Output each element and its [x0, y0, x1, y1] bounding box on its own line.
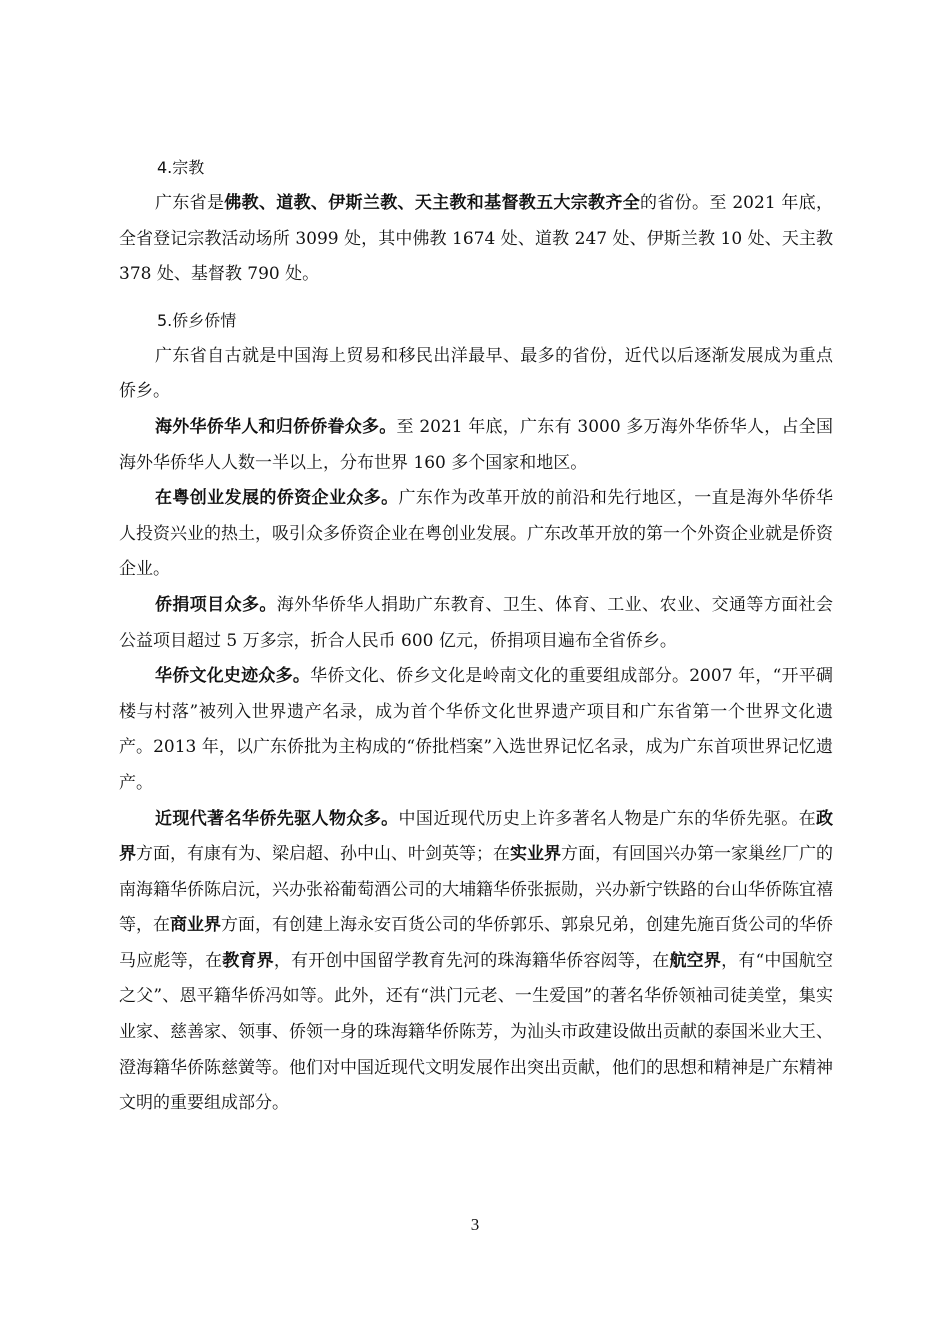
- paragraph: [119, 410, 833, 481]
- text-run: 中国近现代历史上许多著名人物是广东的华侨先驱。在: [398, 808, 817, 829]
- text-run: 至 2021 年底，广东有 3000 多万海外华侨华人，占全国海外华侨华人人数一半以上，分布世界 160 多个国家和地区。: [119, 416, 833, 473]
- section-heading: 5.侨乡侨情: [157, 310, 237, 330]
- bold-text-run: 实业界: [510, 844, 561, 865]
- bold-text-run: 近现代著名华侨先驱人物众多。: [155, 808, 399, 829]
- paragraph: [119, 802, 833, 1122]
- bold-text-run: 佛教、道教、伊斯兰教、天主教和基督教五大宗教齐全: [224, 193, 641, 213]
- text-run: 华侨文化、侨乡文化是岭南文化的重要组成部分。2007 年，“开平碉楼与村落”被列入世界遗产名录，成为首个华侨文化世界遗产项目和广东省第一个世界文化遗产。2013 年，以广东侨批为主构成的“侨批档案”入选世界记忆名录，成为广东首项世界记忆遗产。: [119, 666, 834, 793]
- text-run: 方面，有创建上海永安百货公司的华侨郭乐、郭泉兄弟，创建先施百货公司的华侨马应彪等，在: [119, 915, 833, 971]
- page-number: 3: [470, 1215, 480, 1234]
- section-overseas-chinese: [119, 303, 833, 1122]
- bold-text-run: 华侨文化史迹众多。: [155, 666, 311, 687]
- text-run: ，有开创中国留学教育先河的珠海籍华侨容闳等，在: [273, 950, 670, 971]
- paragraph: [119, 588, 833, 659]
- bold-text-run: 在粤创业发展的侨资企业众多。: [155, 488, 399, 509]
- text-run: 的省份。至 2021 年底，全省登记宗教活动场所 3099 处，其中佛教 1674 处、道教 247 处、伊斯兰教 10 处、天主教 378 处、基督教 790 处。: [119, 193, 834, 285]
- text-run: 广东省是: [155, 193, 225, 213]
- text-run: ，有“中国航空之父”、恩平籍华侨冯如等。此外，还有“洪门元老、一生爱国”的著名华侨领袖司徒美堂，集实业家、慈善家、领事、侨领一身的珠海籍华侨陈芳，为汕头市政建设做出贡献的泰国米业大王、澄海籍华侨陈慈黉等。他们对中国近现代文明发展作出突出贡献，他们的思想和精神是广东精神文明的重要组成部分。: [119, 950, 833, 1114]
- text-run: 广东作为改革开放的前沿和先行地区，一直是海外华侨华人投资兴业的热土，吸引众多侨资企业在粤创业发展。广东改革开放的第一个外资企业就是侨资企业。: [119, 488, 834, 580]
- text-run: 广东省自古就是中国海上贸易和移民出洋最早、最多的省份，近代以后逐渐发展成为重点侨乡。: [119, 345, 833, 402]
- paragraph: [119, 186, 833, 293]
- paragraph: [119, 481, 833, 588]
- bold-text-run: 侨捐项目众多。: [155, 594, 277, 615]
- bold-text-run: 教育界: [222, 950, 274, 971]
- bold-text-run: 海外华侨华人和归侨侨眷众多。: [155, 416, 397, 437]
- text-run: 海外华侨华人捐助广东教育、卫生、体育、工业、农业、交通等方面社会公益项目超过 5 万多宗，折合人民币 600 亿元，侨捐项目遍布全省侨乡。: [119, 594, 834, 651]
- text-run: 方面，有康有为、梁启超、孙中山、叶剑英等；在: [136, 844, 510, 865]
- bold-text-run: 政界: [119, 808, 834, 865]
- bold-text-run: 航空界: [669, 950, 722, 971]
- paragraph: [119, 659, 833, 801]
- bold-text-run: 商业界: [170, 915, 221, 936]
- text-run: 方面，有回国兴办第一家巢丝厂广的南海籍华侨陈启沅，兴办张裕葡萄酒公司的大埔籍华侨张振勋，兴办新宁铁路的台山华侨陈宜禧等，在: [119, 844, 833, 936]
- section-religion: [119, 150, 833, 293]
- document-body: [119, 150, 833, 1122]
- paragraph: [119, 339, 833, 410]
- section-heading: 4.宗教: [157, 158, 205, 177]
